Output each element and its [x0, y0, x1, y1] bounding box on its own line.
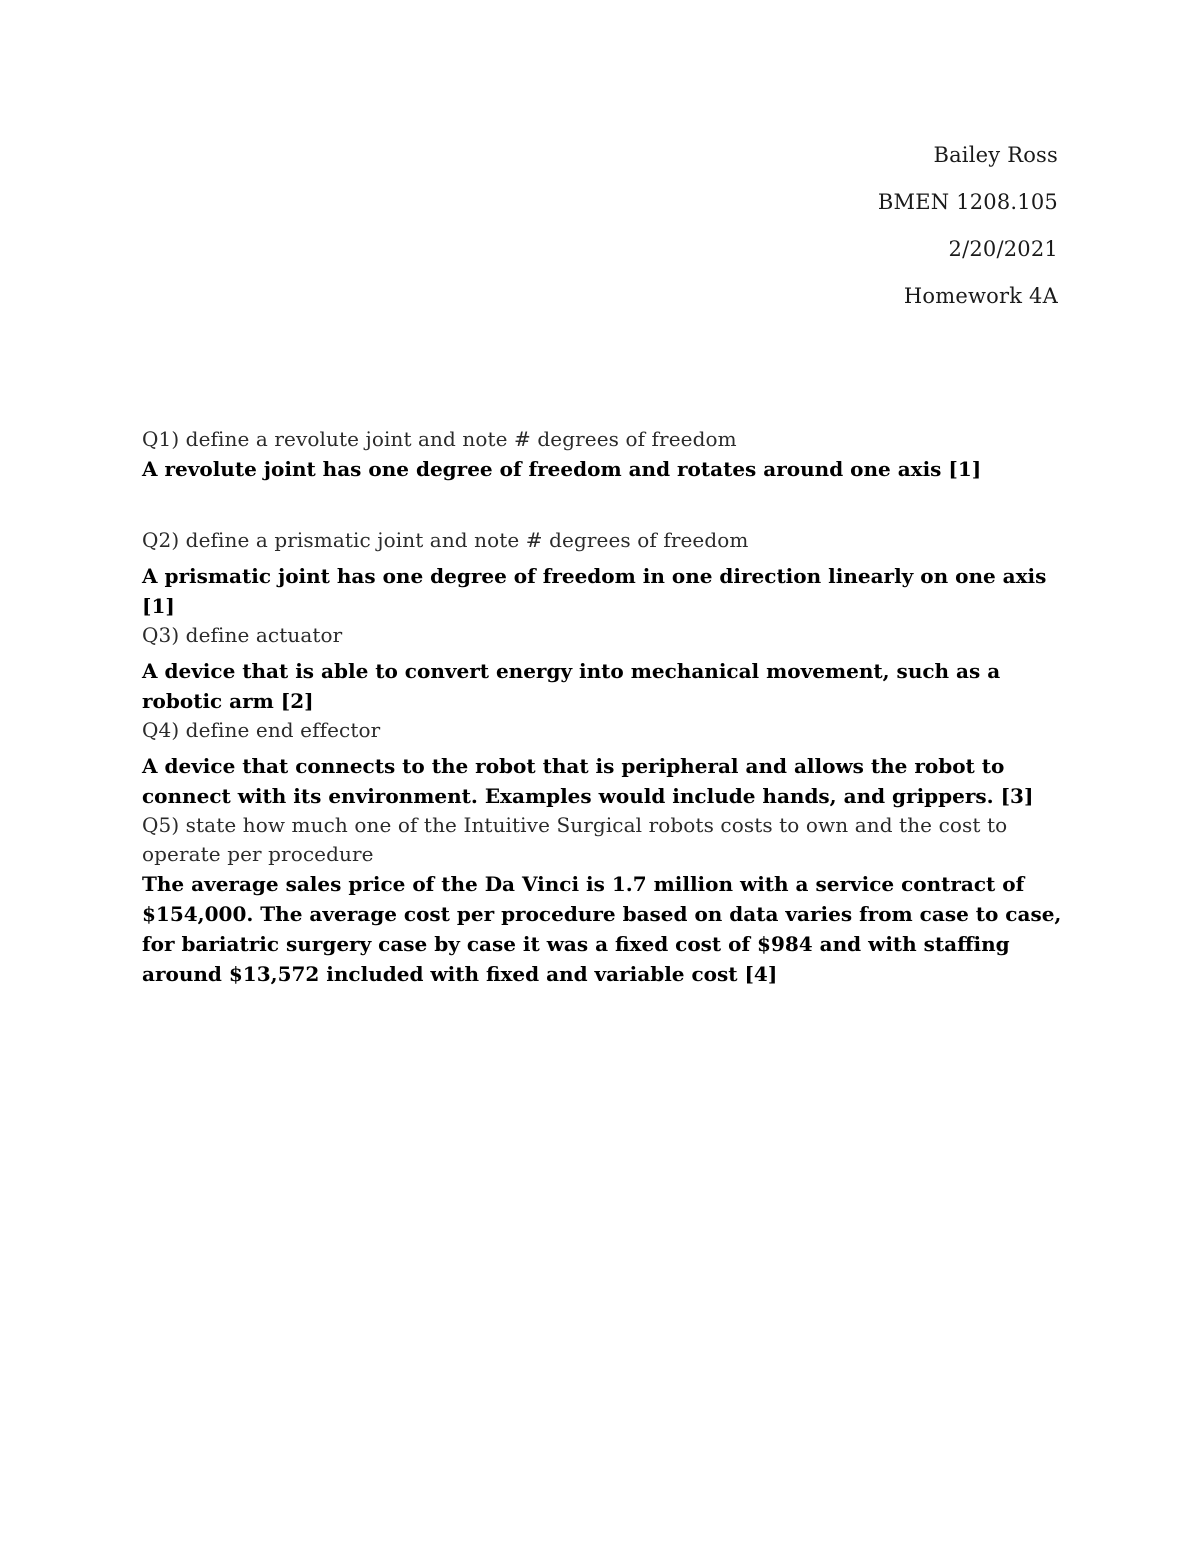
answer-2: A prismatic joint has one degree of freedom in one direction linearly on one axis [1] — [142, 564, 1047, 618]
answer-3: A device that is able to convert energy into mechanical movement, such as a robotic arm [2] — [142, 659, 1001, 713]
answer-1: A revolute joint has one degree of freedom and rotates around one axis [1] — [142, 457, 982, 481]
header-block — [878, 140, 1058, 328]
answer-5: The average sales price of the Da Vinci is 1.7 million with a service contract of $154,000. The average cost per procedure based on data varies from case to case, for bariatric surgery case by case it was a fixed cost of $984 and with staffing around $13,572 included with fixed and variable cost [4] — [142, 872, 1062, 986]
questions-content — [142, 425, 1062, 989]
question-4: Q4) define end effector — [142, 718, 381, 742]
question-1: Q1) define a revolute joint and note # degrees of freedom — [142, 427, 737, 451]
assignment-title: Homework 4A — [903, 284, 1058, 308]
question-3: Q3) define actuator — [142, 623, 343, 647]
author-name: Bailey Ross — [933, 143, 1058, 167]
course-number: BMEN 1208.105 — [877, 190, 1058, 214]
question-2: Q2) define a prismatic joint and note # degrees of freedom — [142, 528, 749, 552]
date: 2/20/2021 — [948, 237, 1058, 261]
answer-4: A device that connects to the robot that is peripheral and allows the robot to connect with its environment. Examples would include hands, and grippers. [3] — [142, 754, 1034, 808]
question-5: Q5) state how much one of the Intuitive Surgical robots costs to own and the cost to operate per procedure — [142, 813, 1008, 866]
